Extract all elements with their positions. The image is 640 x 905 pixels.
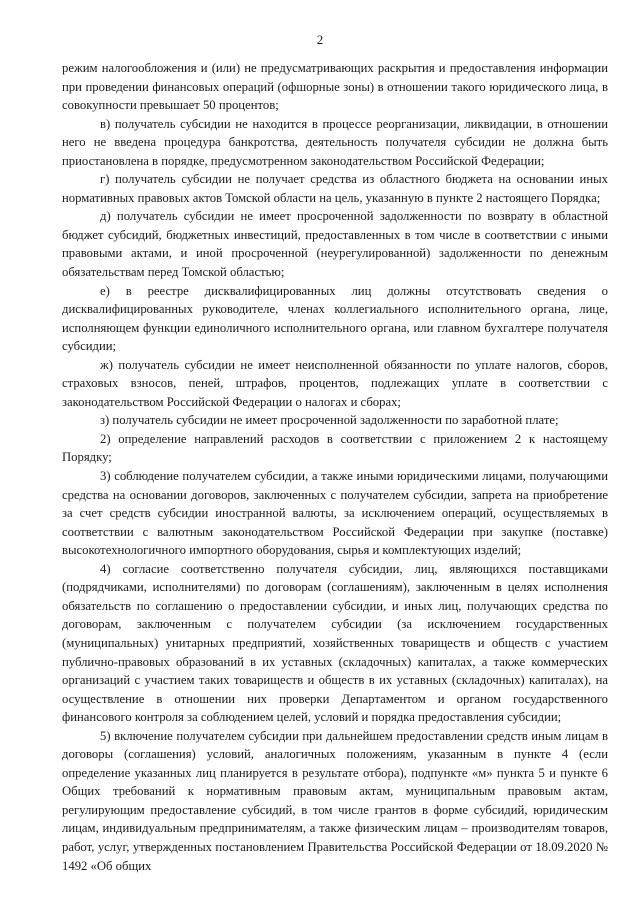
paragraph-point-4: 4) согласие соответственно получателя субсидии, лиц, являющихся поставщиками (подрядчиками, исполнителями) по договорам (соглашениям), заключенным в целях исполнения обязательств по соглашению о предоставлении субсидии, и иных лиц, получающих средства по договорам, заключенным с получателем субсидии (за исключением государственных (муниципальных) унитарных предприятий, хозяйственных товариществ и обществ с участием публично-правовых образований в их уставных (складочных) капиталах, а также коммерческих организаций с участием таких товариществ и обществ в их уставных (складочных) капиталах), на осуществление в отношении них проверки Департаментом и органом государственного финансового контроля за соблюдением целей, условий и порядка предоставления субсидии; (62, 561, 608, 725)
paragraph-point-3: 3) соблюдение получателем субсидии, а также иными юридическими лицами, получающими средства на основании договоров, заключенных с получателем субсидии, запрета на приобретение за счет средств субсидии иностранной валюты, за исключением операций, осуществляемых в соответствии с валютным законодательством Российской Федерации при закупке (поставке) высокотехнологичного импортного оборудования, сырья и комплектующих изделий; (62, 469, 608, 558)
paragraph-continuation: режим налогообложения и (или) не предусматривающих раскрытия и предоставления информации при проведении финансовых операций (офшорные зоны) в отношении такого юридического лица, в совокупности превышает 50 процентов; (62, 61, 608, 113)
paragraph-item-z: з) получатель субсидии не имеет просроченной задолженности по заработной плате; (100, 413, 559, 428)
paragraph-item-g: г) получатель субсидии не получает средства из областного бюджета на основании иных нормативных правовых актов Томской области на цель, указанную в пункте 2 настоящего Порядка; (62, 172, 608, 205)
paragraph-item-e: е) в реестре дисквалифицированных лиц должны отсутствовать сведения о дисквалифицированных руководителе, членах коллегиального исполнительного органа, лице, исполняющем функции единоличного исполнительного органа, или главном бухгалтере получателя субсидии; (62, 283, 608, 354)
paragraph-point-5: 5) включение получателем субсидии при дальнейшем предоставлении средств иным лицам в договоры (соглашения) условий, аналогичных положениям, указанным в пункте 4 (если определение указанных лиц планируется в результате отбора), подпункте «м» пункта 5 и пункте 6 Общих требований к нормативным правовым актам, муниципальным правовым актам, регулирующим предоставление субсидий, в том числе грантов в форме субсидий, юридическим лицам, индивидуальным предпринимателям, а также физическим лицам – производителям товаров, работ, услуг, утвержденных постановлением Правительства Российской Федерации от 18.09.2020 № 1492 «Об общих (62, 728, 608, 873)
paragraph-item-d: д) получатель субсидии не имеет просроченной задолженности по возврату в областной бюджет субсидий, бюджетных инвестиций, предоставленных в том числе в соответствии с иными правовыми актами, и иной просроченной (неурегулированной) задолженности по денежным обязательствам перед Томской областью; (62, 209, 608, 280)
page-number: 2 (316, 32, 324, 47)
paragraph-item-v: в) получатель субсидии не находится в процессе реорганизации, ликвидации, в отношении него не введена процедура банкротства, деятельность получателя субсидии не должна быть приостановлена в порядке, предусмотренном законодательством Российской Федерации; (62, 116, 608, 168)
paragraph-point-2: 2) определение направлений расходов в соответствии с приложением 2 к настоящему Порядку; (62, 431, 608, 465)
document-body (62, 59, 608, 875)
paragraph-item-zh: ж) получатель субсидии не имеет неисполненной обязанности по уплате налогов, сборов, страховых взносов, пеней, штрафов, процентов, подлежащих уплате в соответствии с законодательством Российской Федерации о налогах и сборах; (62, 357, 608, 409)
